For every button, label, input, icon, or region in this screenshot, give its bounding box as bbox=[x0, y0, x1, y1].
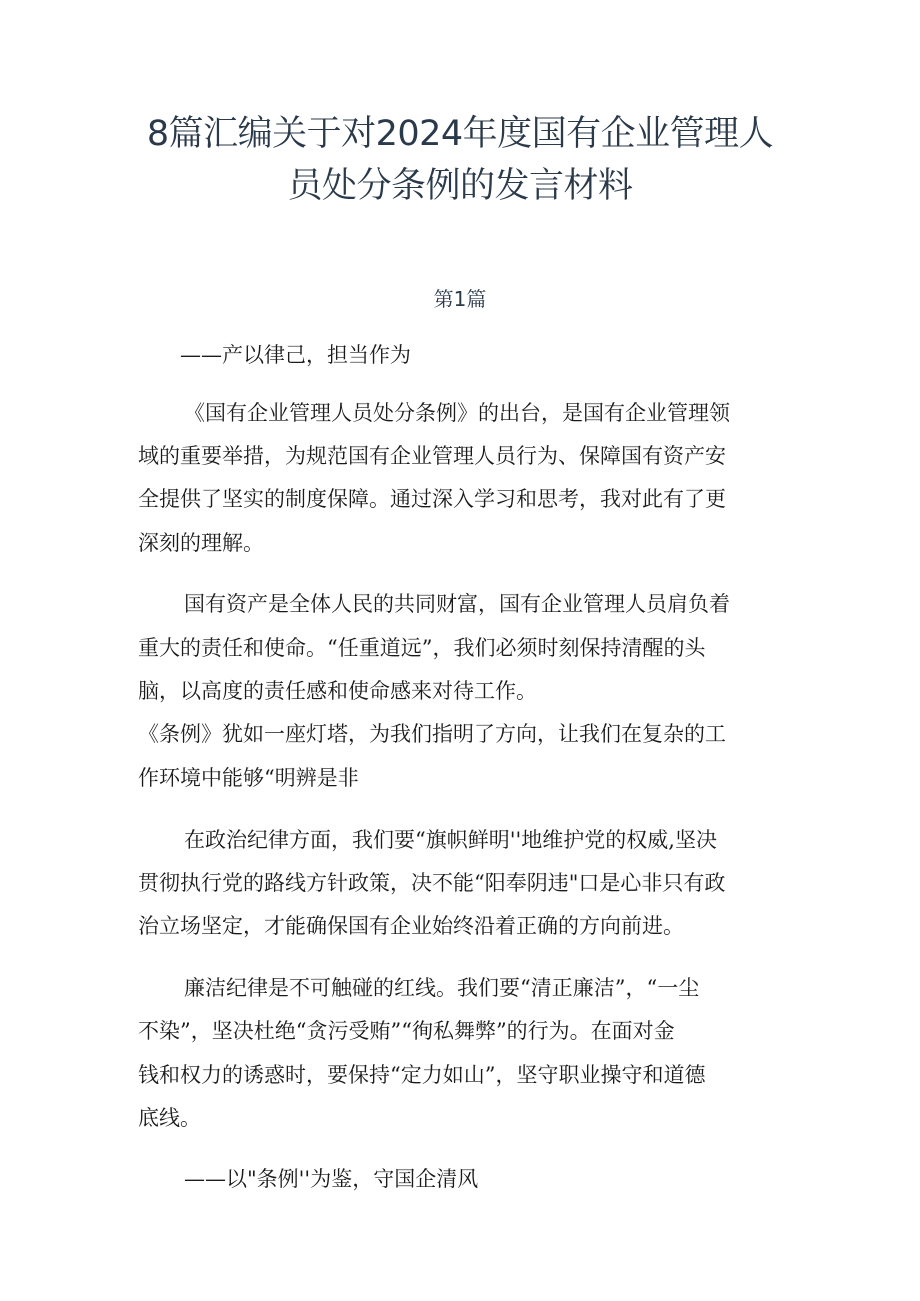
paragraph-3-line-2: 贯彻执行党的路线方针政策，决不能“阳奉阴违"口是心非只有政 bbox=[138, 871, 726, 895]
chapter-label: 第1篇 bbox=[433, 287, 487, 311]
title-line-1: 8篇汇编关于对2024年度国有企业管理人 bbox=[146, 114, 774, 154]
paragraph-1-line-2: 域的重要举措，为规范国有企业管理人员行为、保障国有资产安 bbox=[138, 444, 726, 468]
document-title bbox=[120, 108, 800, 212]
paragraph-3-line-1: 在政治纪律方面，我们要“旗帜鲜明''地维护党的权威,坚决 bbox=[184, 828, 717, 852]
paragraph-2-line-2: 重大的责任和使命。“任重道远”，我们必须时刻保持清醒的头 bbox=[138, 636, 706, 660]
paragraph-3-line-3: 治立场坚定，才能确保国有企业始终沿着正确的方向前进。 bbox=[138, 914, 684, 938]
paragraph-2-line-4: 《条例》犹如一座灯塔，为我们指明了方向，让我们在复杂的工 bbox=[138, 722, 726, 746]
paragraph-4-line-2: 不染”，坚决杜绝“贪污受贿”“徇私舞弊”的行为。在面对金 bbox=[138, 1019, 675, 1043]
section-subtitle-1: ——产以律己，担当作为 bbox=[180, 343, 411, 367]
paragraph-2-line-5: 作环境中能够“明辨是非 bbox=[138, 766, 359, 790]
paragraph-2-line-1: 国有资产是全体人民的共同财富，国有企业管理人员肩负着 bbox=[184, 592, 730, 616]
paragraph-1-line-1: 《国有企业管理人员处分条例》的出台，是国有企业管理领 bbox=[184, 401, 730, 425]
paragraph-4-line-4: 底线。 bbox=[138, 1106, 201, 1130]
title-line-2: 员处分条例的发言材料 bbox=[287, 166, 633, 206]
paragraph-1-line-3: 全提供了坚实的制度保障。通过深入学习和思考，我对此有了更 bbox=[138, 487, 726, 511]
paragraph-4-line-3: 钱和权力的诱惑时，要保持“定力如山”，坚守职业操守和道德 bbox=[138, 1063, 706, 1087]
section-subtitle-2: ——以"条例''为鉴，守国企清风 bbox=[184, 1167, 479, 1191]
paragraph-2-line-3: 脑，以高度的责任感和使命感来对待工作。 bbox=[138, 679, 537, 703]
paragraph-4-line-1: 廉洁纪律是不可触碰的红线。我们要“清正廉洁”，“一尘 bbox=[184, 976, 700, 1000]
paragraph-1-line-4: 深刻的理解。 bbox=[138, 531, 264, 555]
